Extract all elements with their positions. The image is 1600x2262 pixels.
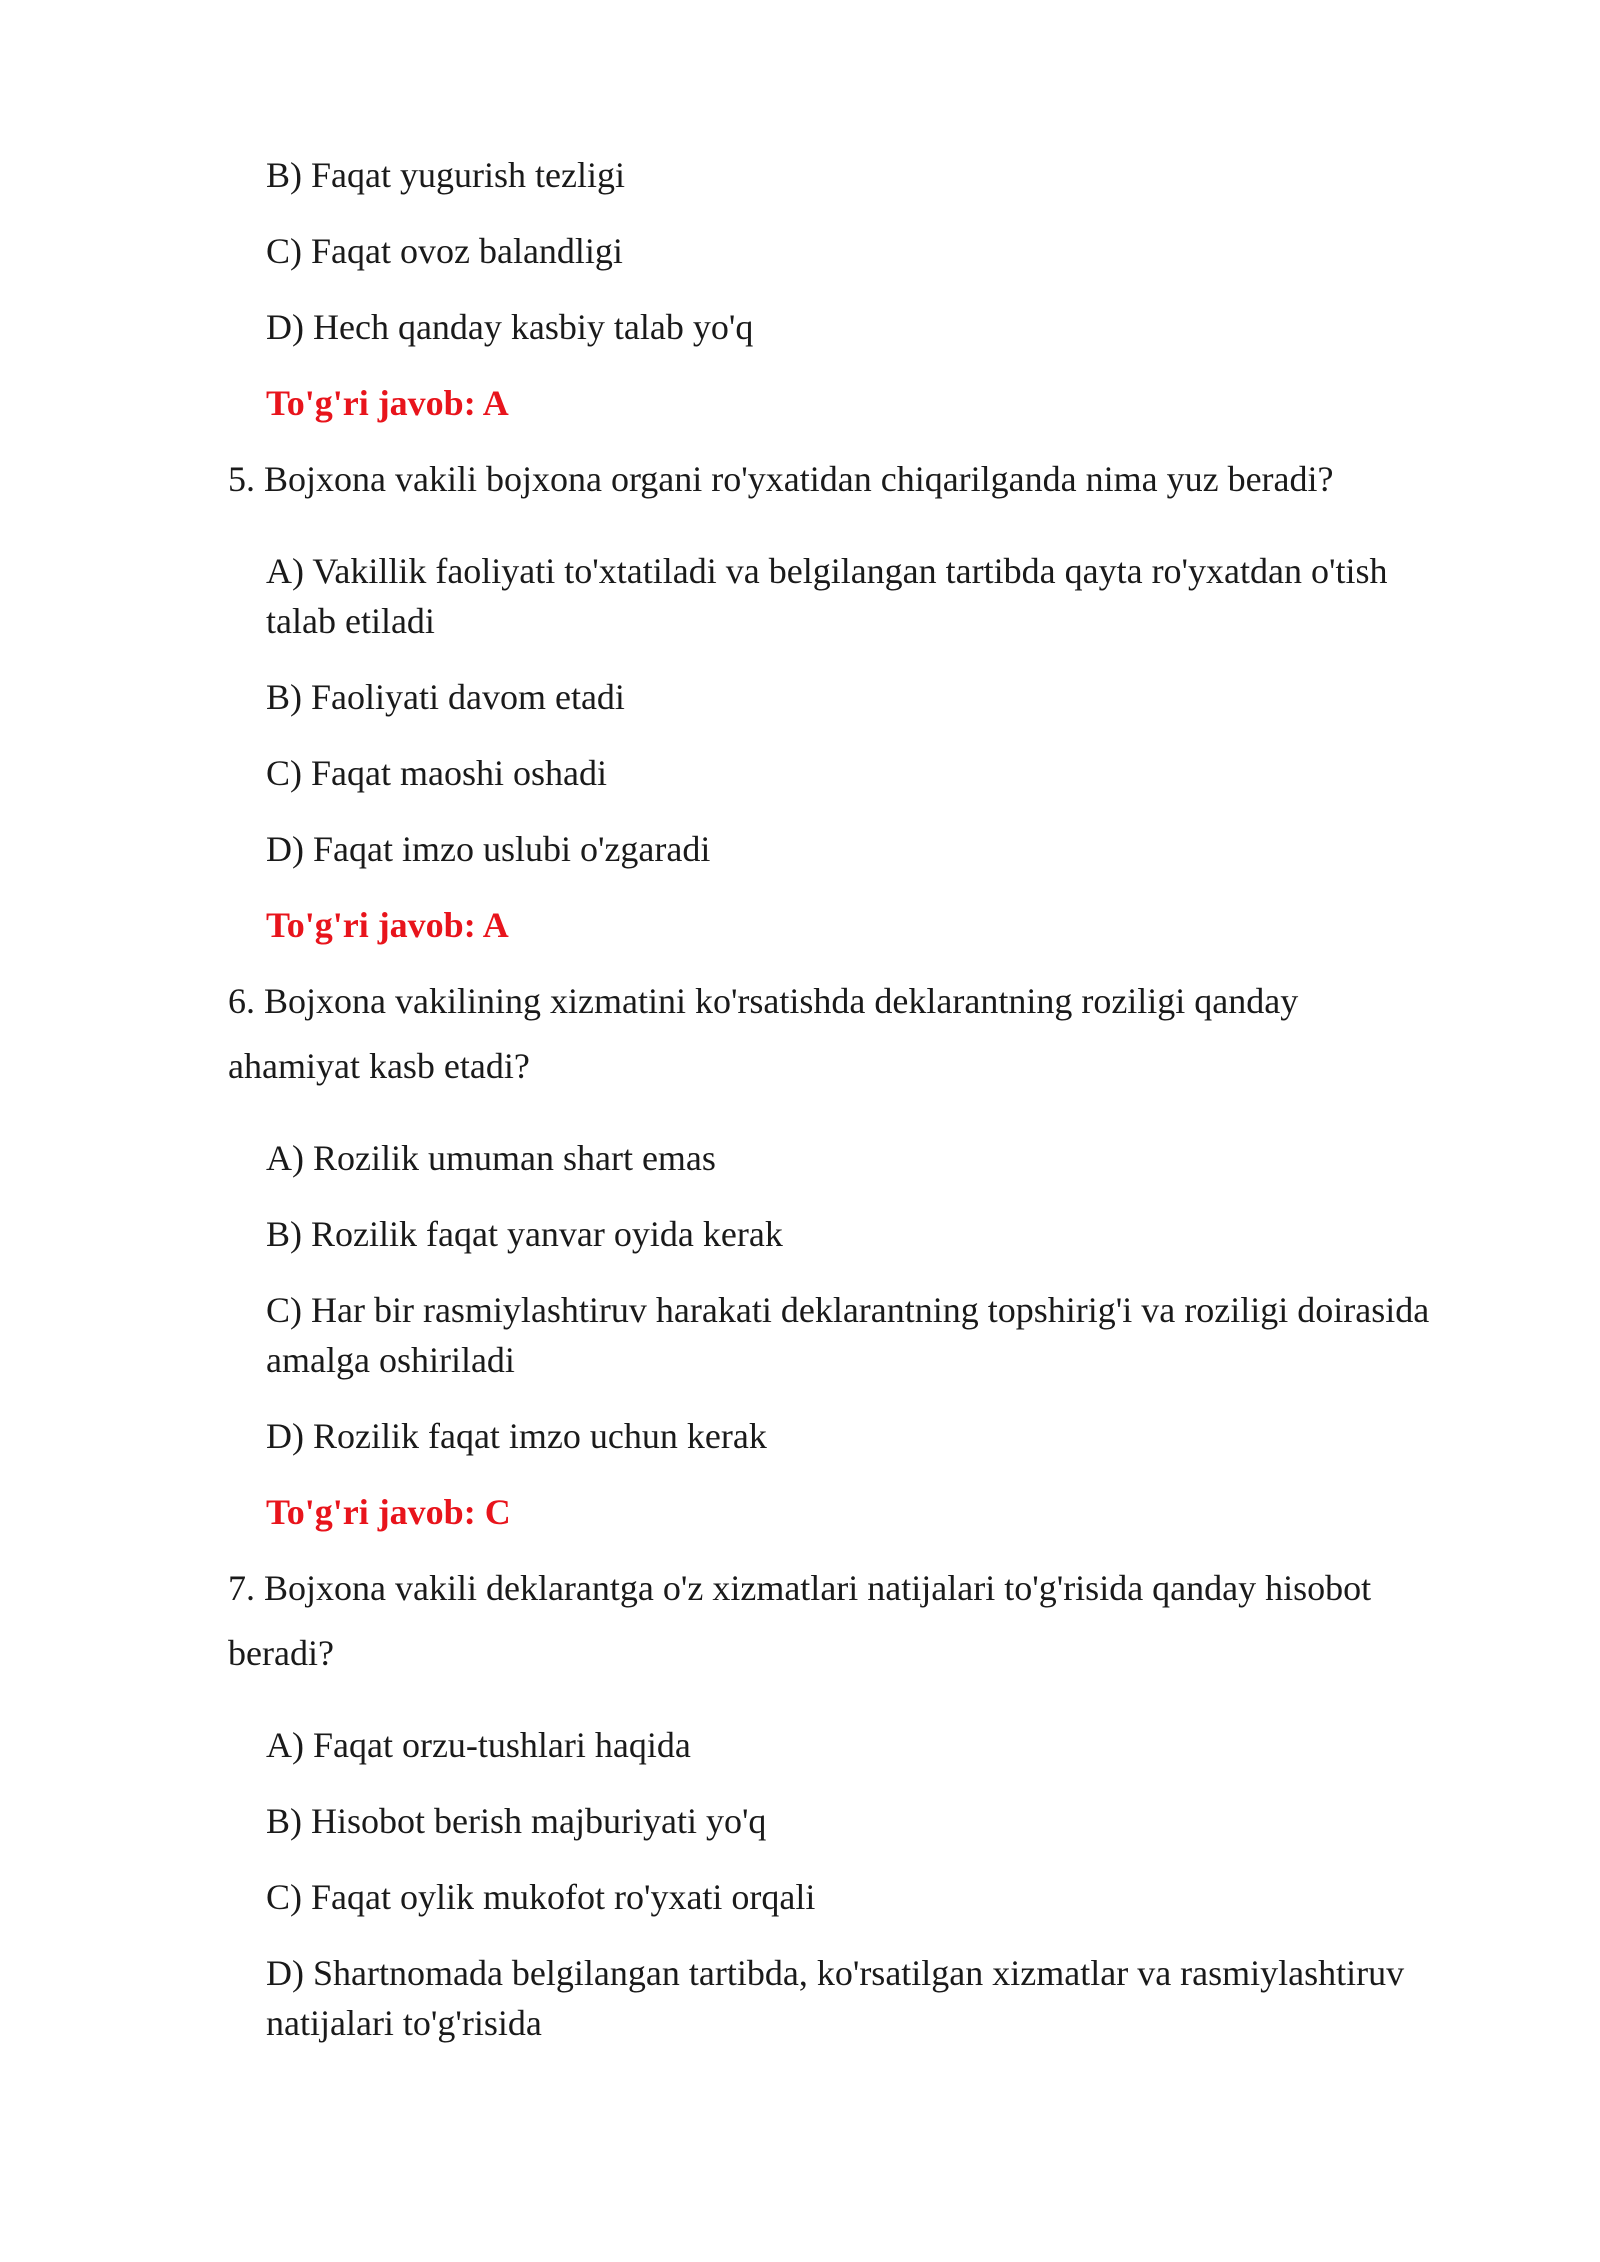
q7-option-a: A) Faqat orzu-tushlari haqida	[266, 1725, 691, 1765]
question-7-line2: beradi?	[228, 1633, 334, 1673]
q6-option-c-line1: C) Har bir rasmiylashtiruv harakati deklarantning topshirig'i va roziligi doirasida	[266, 1290, 1430, 1330]
prev-correct-answer: To'g'ri javob: A	[266, 383, 509, 423]
q5-option-b: B) Faoliyati davom etadi	[266, 677, 625, 717]
q6-option-c-line2: amalga oshiriladi	[266, 1340, 515, 1380]
q7-option-b: B) Hisobot berish majburiyati yo'q	[266, 1801, 767, 1841]
q6-option-a: A) Rozilik umuman shart emas	[266, 1138, 716, 1178]
question-6-line2: ahamiyat kasb etadi?	[228, 1046, 530, 1086]
q7-option-c: C) Faqat oylik mukofot ro'yxati orqali	[266, 1877, 816, 1917]
q5-option-a-line2: talab etiladi	[266, 601, 435, 641]
q6-option-b: B) Rozilik faqat yanvar oyida kerak	[266, 1214, 783, 1254]
q5-option-a-line1: A) Vakillik faoliyati to'xtatiladi va belgilangan tartibda qayta ro'yxatdan o'tish	[266, 551, 1388, 591]
prev-option-b: B) Faqat yugurish tezligi	[266, 155, 625, 195]
q5-option-c: C) Faqat maoshi oshadi	[266, 753, 607, 793]
q7-option-d-line1: D) Shartnomada belgilangan tartibda, ko'rsatilgan xizmatlar va rasmiylashtiruv	[266, 1953, 1405, 1993]
prev-option-c: C) Faqat ovoz balandligi	[266, 231, 623, 271]
q5-correct-answer: To'g'ri javob: A	[266, 905, 509, 945]
q5-option-d: D) Faqat imzo uslubi o'zgaradi	[266, 829, 711, 869]
question-6-line1: 6. Bojxona vakilining xizmatini ko'rsatishda deklarantning roziligi qanday	[228, 981, 1299, 1021]
question-5: 5. Bojxona vakili bojxona organi ro'yxatidan chiqarilganda nima yuz beradi?	[228, 459, 1334, 499]
q7-option-d-line2: natijalari to'g'risida	[266, 2003, 542, 2043]
prev-option-d: D) Hech qanday kasbiy talab yo'q	[266, 307, 754, 347]
question-7-line1: 7. Bojxona vakili deklarantga o'z xizmatlari natijalari to'g'risida qanday hisobot	[228, 1568, 1372, 1608]
q6-correct-answer: To'g'ri javob: C	[266, 1492, 511, 1532]
q6-option-d: D) Rozilik faqat imzo uchun kerak	[266, 1416, 767, 1456]
